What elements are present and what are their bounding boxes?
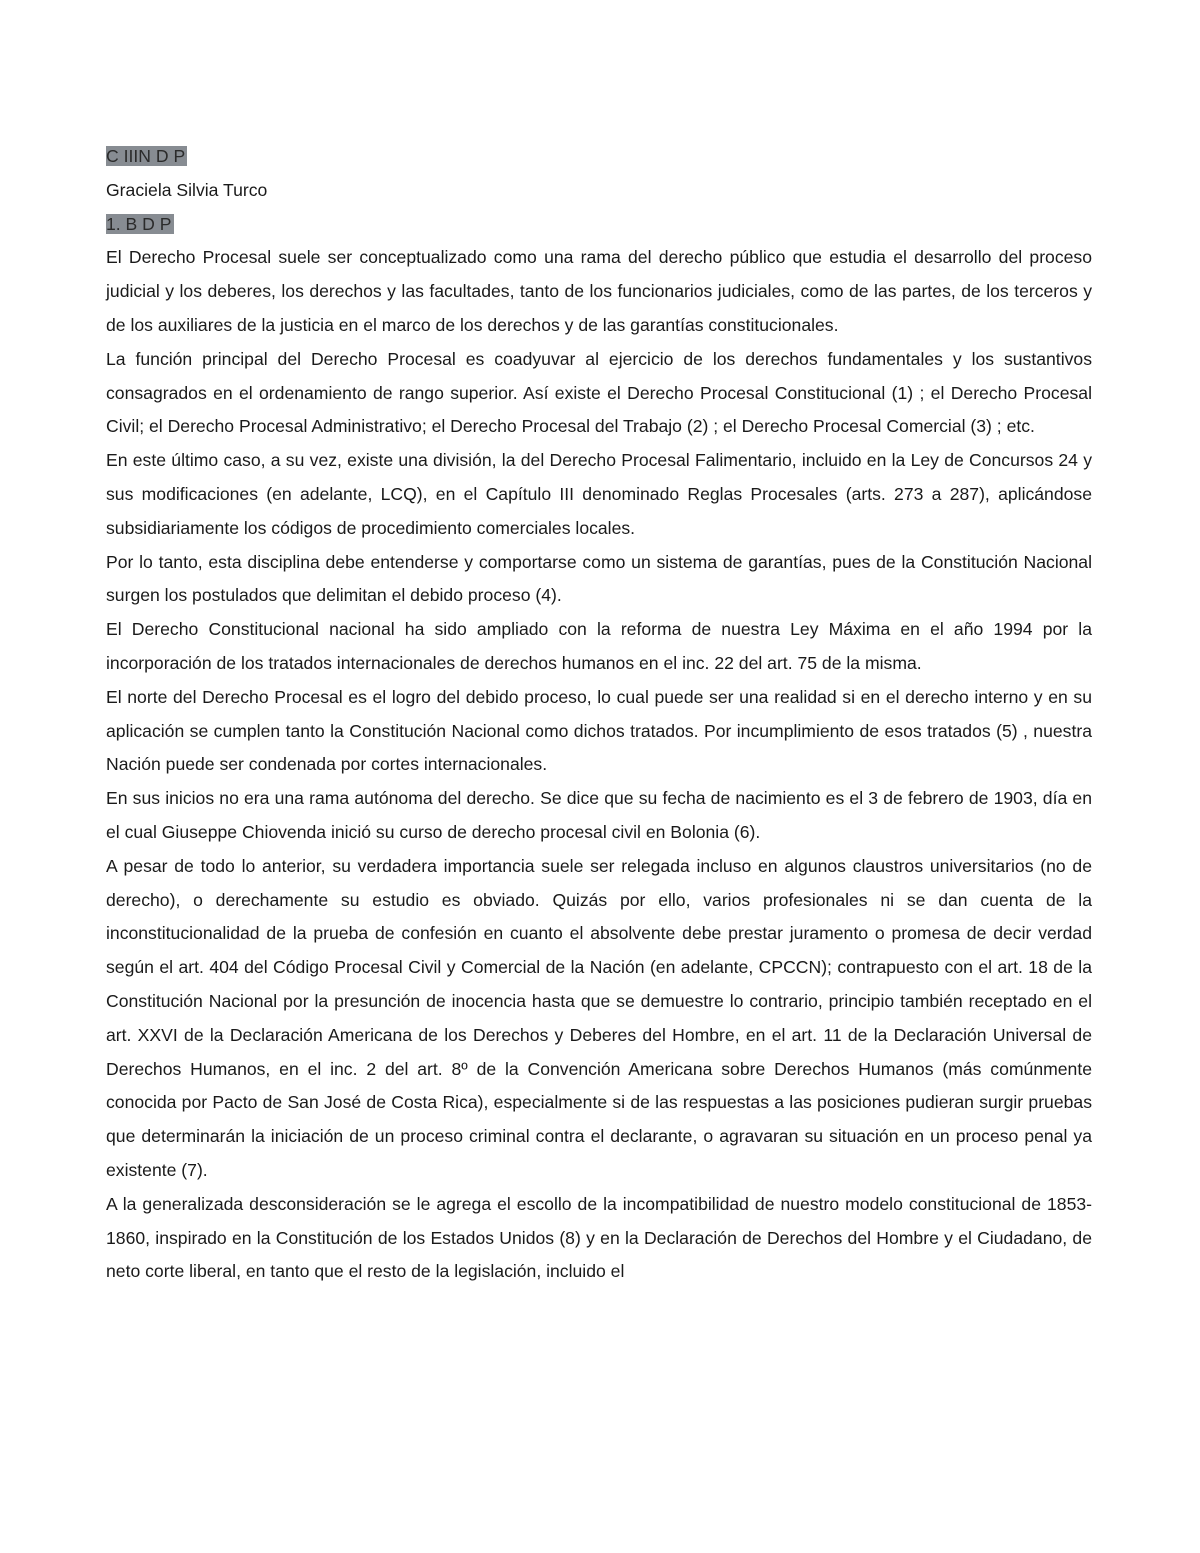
paragraph: La función principal del Derecho Procesal es coadyuvar al ejercicio de los derechos fundamentales y los sustantivos consagrados en el ordenamiento de rango superior. Así existe el Derecho Procesal Constitucional (1) ; el Derecho Procesal Civil; el Derecho Procesal Administrativo; el Derecho Procesal del Trabajo (2) ; el Derecho Procesal Comercial (3) ; etc. xyxy=(106,348,1092,437)
paragraph: El Derecho Constitucional nacional ha sido ampliado con la reforma de nuestra Ley Máxima en el año 1994 por la incorporación de los tratados internacionales de derechos humanos en el inc. 22 del art. 75 de la misma. xyxy=(106,619,1092,673)
document-page xyxy=(106,140,1092,1289)
paragraph: A la generalizada desconsideración se le agrega el escollo de la incompatibilidad de nuestro modelo constitucional de 1853-1860, inspirado en la Constitución de los Estados Unidos (8) y en la Declaración de Derechos del Hombre y el Ciudadano, de neto corte liberal, en tanto que el resto de la legislación, incluido el xyxy=(106,1193,1092,1282)
paragraph: El norte del Derecho Procesal es el logro del debido proceso, lo cual puede ser una realidad si en el derecho interno y en su aplicación se cumplen tanto la Constitución Nacional como dichos tratados. Por incumplimiento de esos tratados (5) , nuestra Nación puede ser condenada por cortes internacionales. xyxy=(106,686,1092,775)
section-title-line xyxy=(106,208,1092,242)
document-heading: C IIIN D P xyxy=(106,146,186,166)
author-name: Graciela Silvia Turco xyxy=(106,179,268,200)
paragraph: A pesar de todo lo anterior, su verdadera importancia suele ser relegada incluso en algunos claustros universitarios (no de derecho), o derechamente su estudio es obviado. Quizás por ello, varios profesionales ni se dan cuenta de la inconstitucionalidad de la prueba de confesión en cuanto el absolvente debe prestar juramento o promesa de decir verdad según el art. 404 del Código Procesal Civil y Comercial de la Nación (en adelante, CPCCN); contrapuesto con el art. 18 de la Constitución Nacional por la presunción de inocencia hasta que se demuestre lo contrario, principio también receptado en el art. XXVI de la Declaración Americana de los Derechos y Deberes del Hombre, en el art. 11 de la Declaración Universal de Derechos Humanos, en el inc. 2 del art. 8º de la Convención Americana sobre Derechos Humanos (más comúnmente conocida por Pacto de San José de Costa Rica), especialmente si de las respuestas a las posiciones pudieran surgir pruebas que determinarán la iniciación de un proceso criminal contra el declarante, o agravaran su situación en un proceso penal ya existente (7). xyxy=(106,855,1092,1180)
paragraph: Por lo tanto, esta disciplina debe entenderse y comportarse como un sistema de garantías, pues de la Constitución Nacional surgen los postulados que delimitan el debido proceso (4). xyxy=(106,551,1092,606)
section-title: 1. B D P xyxy=(106,213,172,234)
paragraph: En sus inicios no era una rama autónoma del derecho. Se dice que su fecha de nacimiento es el 3 de febrero de 1903, día en el cual Giuseppe Chiovenda inició su curso de derecho procesal civil en Bolonia (6). xyxy=(106,788,1092,842)
paragraph: En este último caso, a su vez, existe una división, la del Derecho Procesal Falimentario, incluido en la Ley de Concursos 24 y sus modificaciones (en adelante, LCQ), en el Capítulo III denominado Reglas Procesales (arts. 273 a 287), aplicándose subsidiariamente los códigos de procedimiento comerciales locales. xyxy=(106,450,1092,538)
heading-line xyxy=(106,140,1092,174)
paragraph: El Derecho Procesal suele ser conceptualizado como una rama del derecho público que estudia el desarrollo del proceso judicial y los deberes, los derechos y las facultades, tanto de los funcionarios judiciales, como de las partes, de los terceros y de los auxiliares de la justicia en el marco de los derechos y de las garantías constitucionales. xyxy=(106,247,1092,335)
